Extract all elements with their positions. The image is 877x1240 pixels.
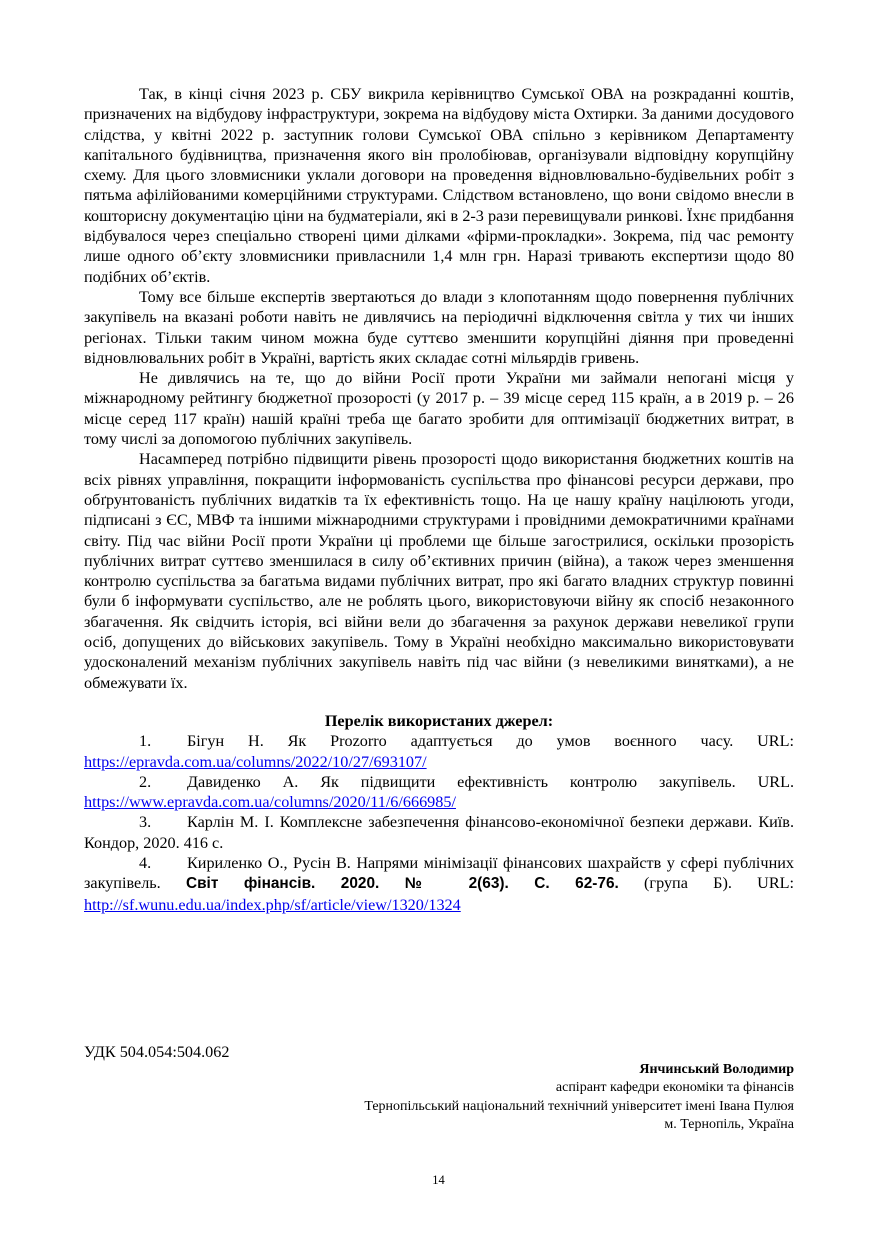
reference-item-1 [84, 731, 794, 772]
reference-number: 3. [139, 813, 152, 832]
udk-code: УДК 504.054:504.062 [84, 1043, 230, 1061]
page-number: 14 [432, 1173, 445, 1187]
author-university: Тернопільський національний технічний університет імені Івана Пулюя [364, 1098, 794, 1114]
author-name: Янчинський Володимир [639, 1062, 794, 1077]
author-block [194, 1061, 794, 1134]
author-city: м. Тернопіль, Україна [664, 1116, 794, 1132]
reference-number: 4. [139, 853, 152, 872]
reference-text: Кириленко О., Русін В. Напрями мінімізації фінансових шахрайств у сфері публічних закупівель. [84, 853, 794, 893]
article-body [84, 84, 794, 915]
reference-text: Давиденко А. Як підвищити ефективність контролю закупівель. URL. [187, 772, 794, 791]
reference-item-3 [84, 812, 794, 853]
reference-link[interactable]: https://www.epravda.com.ua/columns/2020/11/6/666985/ [84, 793, 456, 812]
paragraph-3: Не дивлячись на те, що до війни Росії проти України ми займали непогані місця у міжнародному рейтингу бюджетної прозорості (у 2017 р. – 39 місце серед 115 країн, а в 2019 р. – 26 місце серед 117 країн) нашій країні треба ще багато зробити для оптимізації бюджетних витрат, в тому числі за допомогою публічних закупівель. [84, 369, 794, 449]
paragraph-1: Так, в кінці січня 2023 р. СБУ викрила керівництво Сумської ОВА на розкраданні коштів, призначених на відбудову інфраструктури, зокрема на відбудову міста Охтирки. За даними досудового слідства, у квітні 2022 р. заступник голови Сумської ОВА спільно з керівником Департаменту капітального будівництва, призначення якого він пролобіював, організували відповідну корупційну схему. Для цього зловмисники уклали договори на проведення відновлювально-будівельних робіт з пятьма афілійованими комерційними структурами. Слідством встановлено, що вони свідомо внесли в кошторисну документацію ціни на будматеріали, які в 2-3 рази перевищували ринкові. Їхнє придбання відбувалося через спеціально створені цими ділками «фірми-прокладки». Зокрема, під час ремонту лише одного об’єкту зловмисники привласнили 1,4 млн грн. Наразі тривають експертизи щодо 80 подібних об’єктів. [84, 85, 794, 286]
references-title: Перелік використаних джерел: [324, 711, 554, 730]
reference-number: 1. [139, 732, 152, 751]
reference-text: Карлін М. І. Комплексне забезпечення фінансово-економічної безпеки держави. Київ. Кондор, 2020. 416 с. [84, 813, 794, 852]
reference-item-4 [84, 853, 794, 915]
reference-source-bold: Світ фінансів. 2020. № 2(63). С. 62-76. [185, 875, 619, 893]
reference-link[interactable]: http://sf.wunu.edu.ua/index.php/sf/article/view/1320/1324 [84, 895, 461, 914]
reference-link[interactable]: https://epravda.com.ua/columns/2022/10/27/693107/ [84, 752, 427, 771]
reference-text: Бігун Н. Як Prozorro адаптується до умов воєнного часу. URL: [187, 732, 794, 751]
reference-item-2 [84, 772, 794, 813]
reference-text-after: (група Б). URL: [618, 874, 794, 893]
paragraph-2: Тому все більше експертів звертаються до влади з клопотанням щодо повернення публічних закупівель на вказані роботи навіть не дивлячись на періодичні відключення світла у тих чи інших регіонах. Тільки таким чином можна буде суттєво зменшити корупційні діяння при проведенні відновлювальних робіт в Україні, вартість яких складає сотні мільярдів гривень. [84, 287, 794, 367]
paragraph-4: Насамперед потрібно підвищити рівень прозорості щодо використання бюджетних коштів на всіх рівнях управління, покращити інформованість суспільства про фінансові ресурси держави, про обґрунтованість публічних видатків та їх ефективність тощо. На це нашу країну націлюють угоди, підписані з ЄС, МВФ та іншими міжнародними структурами і провідними демократичними країнами світу. Під час війни Росії проти України ці проблеми ще більше загострилися, оскільки прозорість публічних витрат суттєво зменшилася в силу об’єктивних причин (війна), а також через зменшення контролю суспільства за багатьма видами публічних витрат, про які багато владних структур повинні були б інформувати суспільство, але не роблять цього, використовуючи війну як спосіб незаконного збагачення. Як свідчить історія, всі війни вели до збагачення за рахунок держави невеликої групи осіб, допущених до військових закупівель. Тому в Україні необхідно максимально використовувати удосконалений механізм публічних закупівель навіть під час війни (з невеликими винятками), а не обмежувати їх. [84, 450, 794, 692]
reference-number: 2. [139, 772, 152, 791]
author-position: аспірант кафедри економіки та фінансів [555, 1080, 794, 1096]
